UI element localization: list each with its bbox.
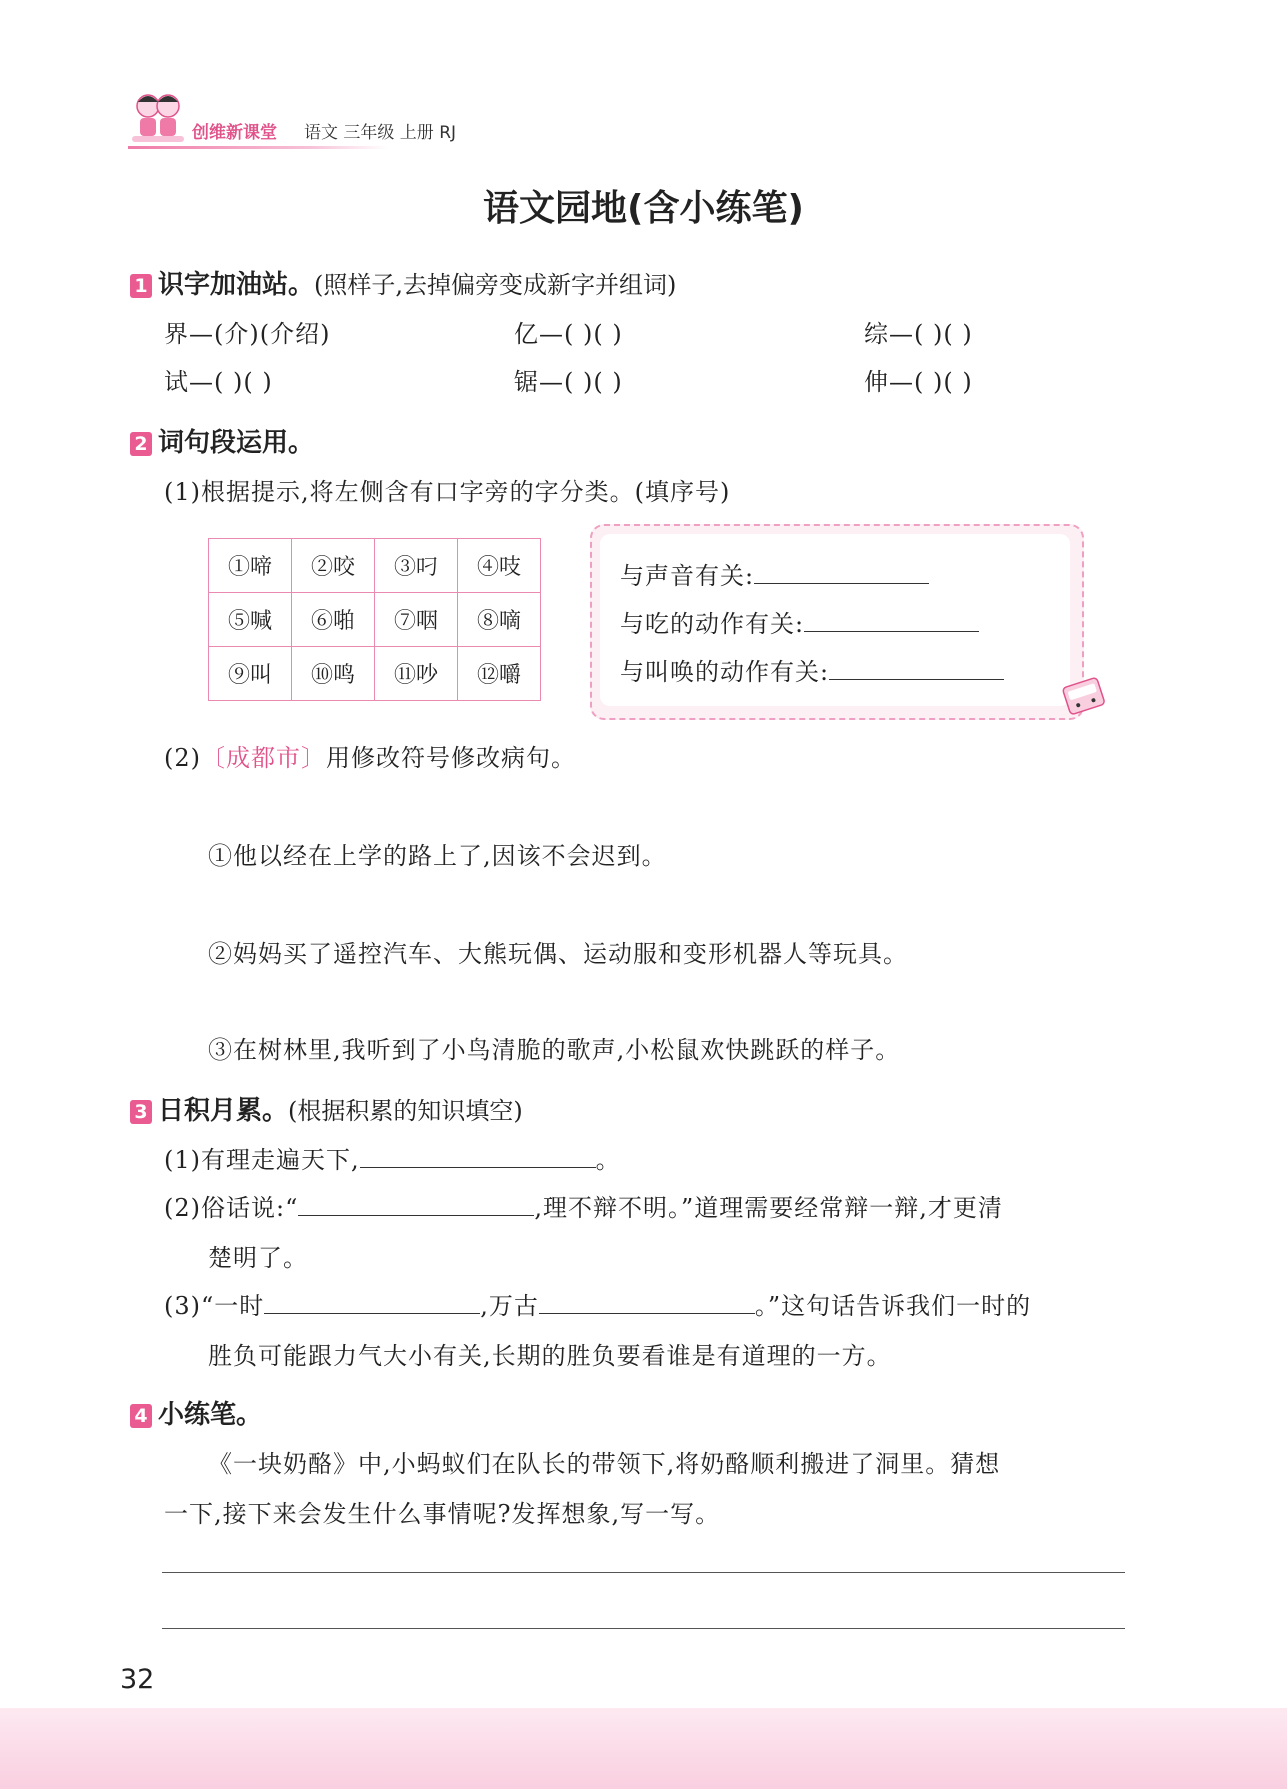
q2-part2-prefix: (2) xyxy=(164,744,201,772)
q3-item-2-rest: ,理不辩不明。”道理需要经常辩一辩,才更清 xyxy=(534,1194,1003,1222)
category-sound-blank[interactable] xyxy=(754,559,929,584)
q1-heading xyxy=(130,264,676,301)
q3-note: (根据积累的知识填空) xyxy=(288,1097,523,1125)
q3-item-1 xyxy=(164,1140,621,1175)
q4-number-badge: 4 xyxy=(130,1404,152,1428)
char-cell: ⑤喊 xyxy=(209,593,292,647)
char-cell: ④吱 xyxy=(458,539,541,593)
q3-item-3 xyxy=(164,1286,1031,1321)
char-grid-row xyxy=(209,593,541,647)
source-tag: 〔成都市〕 xyxy=(201,744,326,772)
char-cell: ⑦咽 xyxy=(375,593,458,647)
q1-note: (照样子,去掉偏旁变成新字并组词) xyxy=(314,271,677,299)
q3-item-3-blank-1[interactable] xyxy=(264,1289,480,1314)
q3-item-2-blank[interactable] xyxy=(298,1191,534,1216)
q3-item-3-rest: 。”这句话告诉我们一时的 xyxy=(754,1292,1032,1320)
category-call xyxy=(620,652,1004,687)
q2-heading xyxy=(130,422,314,459)
q2-number-badge: 2 xyxy=(130,432,152,456)
q4-title: 小练笔。 xyxy=(158,1400,263,1430)
q1-item-shi[interactable]: 试—( )( ) xyxy=(164,368,273,396)
q1-item-zong[interactable]: 综—( )( ) xyxy=(864,320,973,348)
char-cell: ①啼 xyxy=(209,539,292,593)
bottom-band xyxy=(0,1708,1287,1789)
q3-item-1-end: 。 xyxy=(595,1146,621,1174)
writing-line[interactable] xyxy=(162,1628,1125,1629)
q2-part2-prompt xyxy=(164,738,576,773)
q1-title: 识字加油站。 xyxy=(158,270,315,300)
q2-part1-prompt: (1)根据提示,将左侧含有口字旁的字分类。(填序号) xyxy=(164,478,731,506)
q2-title: 词句段运用。 xyxy=(158,428,315,458)
char-grid-row xyxy=(209,647,541,701)
header-mascot-icon xyxy=(128,88,188,146)
category-eat-blank[interactable] xyxy=(804,607,979,632)
category-eat xyxy=(620,604,979,639)
q1-number-badge: 1 xyxy=(130,274,152,298)
char-cell: ⑫嚼 xyxy=(458,647,541,701)
q3-number-badge: 3 xyxy=(130,1100,152,1124)
char-cell: ⑥啪 xyxy=(292,593,375,647)
q1-item-shen[interactable]: 伸—( )( ) xyxy=(864,368,973,396)
char-grid xyxy=(208,538,541,701)
char-cell: ⑪吵 xyxy=(375,647,458,701)
category-call-blank[interactable] xyxy=(829,655,1004,680)
sentence-3[interactable]: ③在树林里,我听到了小鸟清脆的歌声,小松鼠欢快跳跃的样子。 xyxy=(208,1036,901,1064)
category-eat-label: 与吃的动作有关: xyxy=(620,610,805,638)
q3-heading xyxy=(130,1090,523,1127)
q4-heading xyxy=(130,1394,262,1431)
q3-item-3-mid: ,万古 xyxy=(480,1292,539,1320)
char-cell: ⑩鸣 xyxy=(292,647,375,701)
q1-item-yi[interactable]: 亿—( )( ) xyxy=(514,320,623,348)
q2-part2-text: 用修改符号修改病句。 xyxy=(326,744,576,772)
q3-title: 日积月累。 xyxy=(158,1096,289,1126)
category-sound-label: 与声音有关: xyxy=(620,562,755,590)
q4-prompt-line-1: 《一块奶酪》中,小蚂蚁们在队长的带领下,将奶酪顺利搬进了洞里。猜想 xyxy=(208,1450,1001,1478)
q3-item-3-cont: 胜负可能跟力气大小有关,长期的胜负要看谁是有道理的一方。 xyxy=(208,1342,892,1370)
category-call-label: 与叫唤的动作有关: xyxy=(620,658,830,686)
dictionary-book-icon xyxy=(1058,674,1110,720)
header-divider xyxy=(128,146,388,149)
char-cell: ⑨叫 xyxy=(209,647,292,701)
q1-example: 界—(介)(介绍) xyxy=(164,320,331,348)
category-sound xyxy=(620,556,929,591)
q3-item-1-blank[interactable] xyxy=(360,1143,596,1168)
char-cell: ③叼 xyxy=(375,539,458,593)
q3-item-3-blank-2[interactable] xyxy=(539,1289,755,1314)
q3-item-2-text: (2)俗话说:“ xyxy=(164,1194,299,1222)
char-cell: ⑧嘀 xyxy=(458,593,541,647)
page-title: 语文园地(含小练笔) xyxy=(483,188,804,229)
char-grid-row xyxy=(209,539,541,593)
q1-item-ju[interactable]: 锯—( )( ) xyxy=(514,368,623,396)
q3-item-3-text: (3)“一时 xyxy=(164,1292,265,1320)
q3-item-2-cont: 楚明了。 xyxy=(208,1244,308,1272)
sentence-2[interactable]: ②妈妈买了遥控汽车、大熊玩偶、运动服和变形机器人等玩具。 xyxy=(208,940,908,968)
char-cell: ②咬 xyxy=(292,539,375,593)
header-subject-info: 语文 三年级 上册 RJ xyxy=(304,123,457,143)
q3-item-1-text: (1)有理走遍天下, xyxy=(164,1146,360,1174)
page-number: 32 xyxy=(120,1664,155,1695)
q4-prompt-line-2: 一下,接下来会发生什么事情呢?发挥想象,写一写。 xyxy=(164,1500,721,1528)
header-brand: 创维新课堂 xyxy=(192,123,277,143)
sentence-1[interactable]: ①他以经在上学的路上了,因该不会迟到。 xyxy=(208,842,667,870)
q3-item-2 xyxy=(164,1188,1003,1223)
writing-line[interactable] xyxy=(162,1572,1125,1573)
